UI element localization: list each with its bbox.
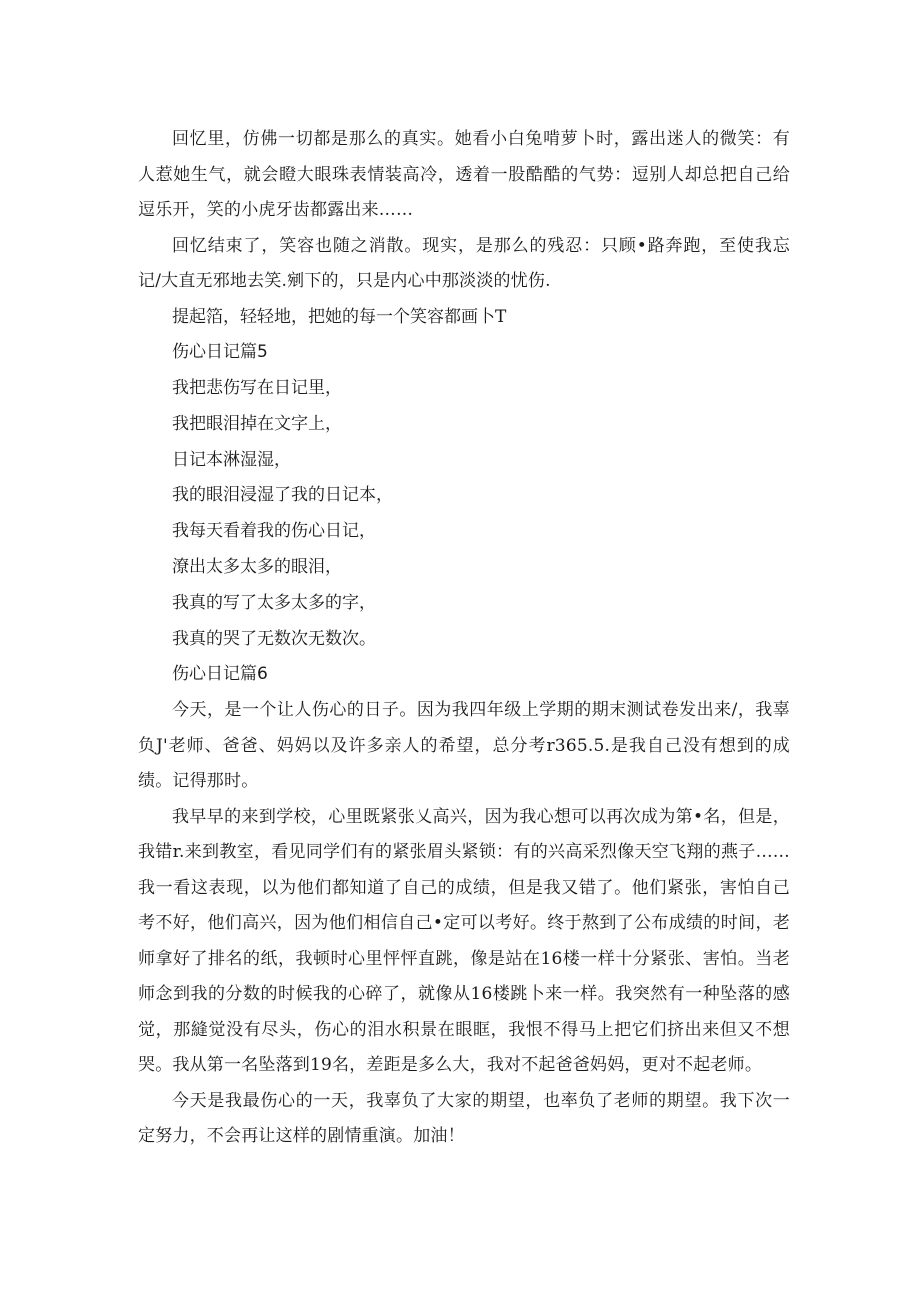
document-body — [138, 122, 790, 1155]
poem-line: 我把眼泪掉在文字上， — [172, 413, 342, 434]
paragraph-school: 我早早的来到学校，心里既紧张乂高兴，因为我心想可以再次成为第•名，但是，我错r.来到教室，看见同学们有的紧张眉头紧锁：有的兴高采烈像天空飞翔的燕子……我一看这表现，以为他们都知道了自己的成绩，但是我又错了。他们紧张，害怕自己考不好，他们高兴，因为他们相信自己•定可以考好。终于熬到了公布成绩的时间，老师拿好了排名的纸，我顿时心里怦怦直跳，像是站在16楼一样十分紧张、害怕。当老师念到我的分数的时候我的心碎了，就像从16楼跳卜来一样。我突然有一种坠落的感觉，那縫觉没有尽头，伤心的泪水积景在眼眶，我恨不得马上把它们挤出来但又不想哭。我从第一名坠落到19名，差距是多么大，我对不起爸爸妈妈，更对不起老师。 — [138, 806, 790, 1076]
poem-line: 日记本淋湿湿， — [172, 449, 291, 470]
poem-line: 我的眼泪浸湿了我的日记本， — [172, 485, 393, 506]
section-heading-5: 伤心日记篇5 — [172, 342, 268, 363]
poem-line: 我真的写了太多太多的字， — [172, 592, 376, 613]
paragraph-conclusion: 今天是我最伤心的一天，我辜负了大家的期望，也率负了老师的期望。我下次一定努力，不会再让这样的剧情重演。加油！ — [138, 1090, 790, 1147]
poem-line: 我每天看着我的伤心日记， — [172, 521, 376, 542]
paragraph-sad-day: 今天，是一个让人伤心的日子。因为我四年级上学期的期末测试卷发出来/，我辜负J'老师、爸爸、妈妈以及许多亲人的希望，总分考r365.5.是我自己没有想到的成绩。记得那时。 — [138, 700, 790, 792]
poem-line: 潦出太多太多的眼泪， — [172, 557, 342, 578]
poem-line: 我把悲伤写在日记里， — [172, 378, 342, 399]
line-draw-smile: 提起箔，轻轻地，把她的每一个笑容都画卜T — [172, 306, 507, 327]
paragraph-reality: 回忆结束了，笑容也随之消散。现实，是那么的残忍：只顾•路奔跑，至使我忘记/大直无邪地去笑.剜下的，只是内心中那淡淡的忧伤. — [138, 235, 790, 291]
section-heading-6: 伤心日记篇6 — [172, 664, 268, 685]
poem-line: 我真的哭了无数次无数次。 — [172, 628, 376, 649]
paragraph-memory: 回忆里，仿佛一切都是那么的真实。她看小白兔啃萝卜时，露出迷人的微笑：有人惹她生气，就会瞪大眼珠表情装高冷，透着一股酷酷的气势：逗别人却总把自己给逗乐开，笑的小虎牙齿都露出来…… — [138, 129, 790, 220]
